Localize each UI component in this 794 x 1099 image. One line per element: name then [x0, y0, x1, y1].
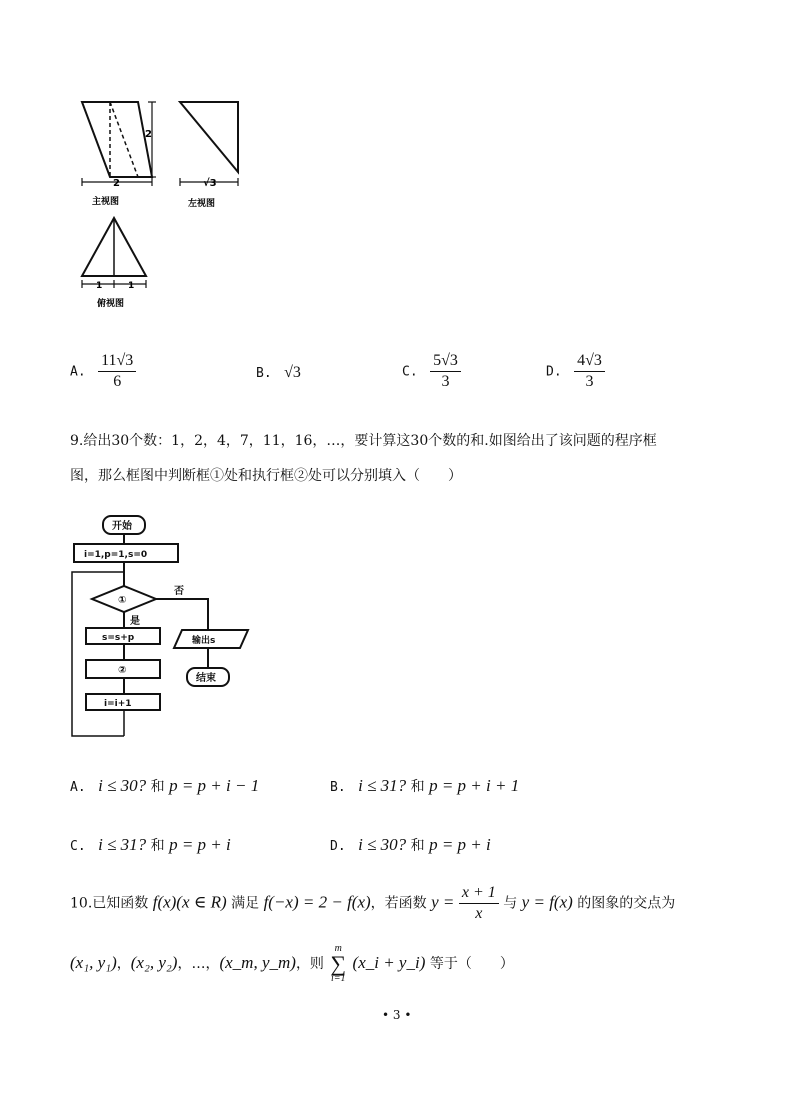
q9-line-2: 图，那么框图中判断框①处和执行框②处可以分别填入（ ）	[70, 468, 462, 484]
q8-d-fraction: $\frac{4√3}{3}$	[574, 352, 605, 391]
q9-option-c: C. i ≤ 31? 和 p = p + i	[70, 835, 231, 854]
q10-summation: m ∑ i=1	[330, 943, 347, 984]
q10-fraction: $\frac{x + 1}{x}$	[459, 884, 499, 923]
flow-no-label: 否	[174, 586, 184, 597]
side-view-label: 左视图	[188, 199, 216, 209]
top-view	[82, 218, 146, 288]
front-width-dim: 2	[113, 178, 120, 189]
page-number: • 3 •	[382, 1008, 412, 1022]
q10-line-1: 10.已知函数 f(x)(x ∈ R) 满足 f(−x) = 2 − f(x)，若函数 y = $\frac{x + 1}{x}$ 与 y = f(x) 的图象的交点为	[70, 884, 676, 922]
q8-a-fraction: $\frac{11√3}{6}$	[98, 352, 136, 391]
flow-end-label: 结束	[196, 673, 216, 684]
flow-step-i-label: i=i+1	[104, 699, 132, 709]
q8-option-b: B. √3	[256, 364, 301, 381]
top-right-dim: 1	[128, 281, 135, 291]
top-view-label: 俯视图	[97, 299, 125, 309]
flow-step-s-label: s=s+p	[102, 633, 135, 643]
q8-option-c: C. $\frac{5√3}{3}$	[402, 352, 461, 391]
front-view	[82, 102, 156, 186]
flow-decision-label: ①	[118, 595, 127, 606]
flow-start-label: 开始	[112, 521, 132, 532]
side-view	[180, 102, 238, 186]
q9-option-d: D. i ≤ 30? 和 p = p + i	[330, 835, 491, 854]
q8-option-d: D. $\frac{4√3}{3}$	[546, 352, 605, 391]
q10-line-2: (x₁, y₁)，(x₂, y₂)，…，(x_m, y_m)，则 m ∑ i=1 (x_i + y_i) 等于（ ）	[70, 943, 514, 984]
flow-output-label: 输出s	[192, 636, 216, 646]
flow-init-label: i=1,p=1,s=0	[84, 550, 148, 560]
side-width-dim: √3	[203, 178, 217, 189]
three-view-figure	[70, 90, 260, 330]
q9-option-a: A. i ≤ 30? 和 p = p + i − 1	[70, 776, 260, 795]
q9-option-b: B. i ≤ 31? 和 p = p + i + 1	[330, 776, 520, 795]
front-view-label: 主视图	[92, 197, 120, 207]
flow-step-2-label: ②	[118, 665, 127, 676]
flowchart	[70, 512, 260, 738]
flow-yes-label: 是	[130, 616, 140, 627]
q8-option-a: A. $\frac{11√3}{6}$	[70, 352, 136, 391]
top-left-dim: 1	[96, 281, 103, 291]
q8-c-fraction: $\frac{5√3}{3}$	[430, 352, 461, 391]
q9-line-1: 9.给出30个数：1，2，4，7，11，16，…，要计算这30个数的和.如图给出了该问题的程序框	[70, 433, 657, 449]
front-height-dim: 2	[145, 129, 152, 140]
